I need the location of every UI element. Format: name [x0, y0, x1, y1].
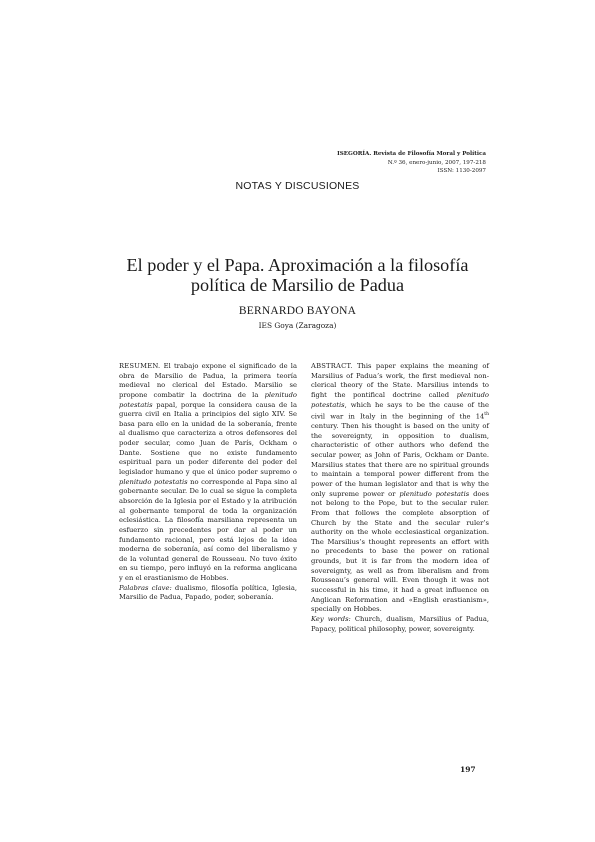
palabras-clave-label: Palabras clave:: [119, 583, 172, 592]
palabras-clave-text: dualismo, filosofía política, Iglesia, Marsilio de Padua, Papado, poder, soberanía.: [119, 583, 297, 602]
abstract-em-2: plenitudo potestatis: [399, 489, 470, 498]
resumen-text-1: El trabajo expone el significado de la obra de Marsilio de Padua, la primera teoría medieval no clerical del Estado. Marsilio se propone combatir la doctrina de la: [119, 362, 297, 399]
abstract-text-3: century. Then his thought is based on the unity of the sovereignty, in opposition to dualism, characteristic of other authors who defend the secular power, as John of Paris, Ockham or Dante. Marsilius states that there are no spiritual grounds to maintain a temporal power different from the power of the human legislator and that is why the only supreme power or: [311, 422, 489, 498]
resumen-label: RESUMEN.: [119, 362, 161, 370]
abstract-sup: th: [484, 412, 489, 418]
author-affiliation: IES Goya (Zaragoza): [258, 321, 337, 330]
abstract-paragraph: [311, 362, 489, 615]
abstract-text-4: does not belong to the Pope, but to the secular ruler. From that follows the complete absorption of Church by the State and the secular ruler’s authority on the whole ecclesiastical organization. The Marsilius’s thought represents an effort with no precedents to base the power on rational grounds, but it is far from the modern idea of sovereignty, as well as from liberalism and from Rousseau’s general will. Even though it was not successful in his time, it had a great influence on Anglican Reformation and «English erastianism», specially on Hobbes.: [311, 489, 489, 614]
palabras-clave: [119, 584, 297, 603]
abstract-label: ABSTRACT.: [311, 362, 353, 370]
abstract-english: [311, 362, 489, 634]
author-name: [0, 305, 595, 317]
journal-issue: N.º 36, enero-junio, 2007, 197-218: [387, 159, 486, 166]
journal-issn: ISSN: 1130-2097: [437, 168, 486, 175]
title-line-2: política de Marsilio de Padua: [190, 275, 405, 295]
journal-title: ISEGORÍA. Revista de Filosofía Moral y Política: [337, 151, 486, 157]
author-name-text: BERNARDO BAYONA: [238, 305, 357, 317]
article-title: [0, 255, 595, 295]
abstract-text-2: , which he says to be the cause of the civil war in Italy in the beginning of the 14: [311, 400, 489, 421]
key-words: [311, 615, 489, 634]
journal-header: [337, 150, 486, 176]
resumen-em-2: plenitudo potestatis: [119, 477, 188, 486]
abstract-em-1: plenitudo potestatis: [311, 390, 489, 409]
key-words-text: Church, dualism, Marsilius of Padua, Papacy, political philosophy, power, sovereignty.: [311, 614, 489, 633]
resumen-paragraph: [119, 362, 297, 584]
page-number: 197: [460, 765, 476, 774]
key-words-label: Key words:: [311, 614, 351, 623]
abstract-spanish: [119, 362, 297, 603]
section-label: NOTAS Y DISCUSIONES: [235, 180, 360, 192]
title-line-1: El poder y el Papa. Aproximación a la filosofía: [126, 255, 469, 275]
resumen-text-3: no corresponde al Papa sino al gobernante secular. De lo cual se sigue la completa absorción de la Iglesia por el Estado y la atribución al gobernante temporal de toda la organización eclesiástica. La filosofía marsiliana representa un esfuerzo sin precedentes por dar al poder un fundamento racional, pero está lejos de la idea moderna de soberanía, así como del liberalismo y de la voluntad general de Rousseau. No tuvo éxito en su tiempo, pero influyó en la reforma anglicana y en el erastianismo de Hobbes.: [119, 477, 297, 583]
abstract-text-1: This paper explains the meaning of Marsilius of Padua’s work, the first medieval non-clerical theory of the State. Marsilius intends to fight the pontifical doctrine called: [311, 362, 489, 399]
resumen-em-1: plenitudo potestatis: [119, 390, 297, 409]
resumen-text-2: papal, porque la considera causa de la guerra civil en Italia a principios del siglo XIV. Se basa para ello en la unidad de la soberanía, frente al dualismo que caracteriza a otros defensores del poder secular, como Juan de París, Ockham o Dante. Sostiene que no existe fundamento espiritual para un poder diferente del poder del legislador humano y que el único poder supremo o: [119, 400, 297, 477]
